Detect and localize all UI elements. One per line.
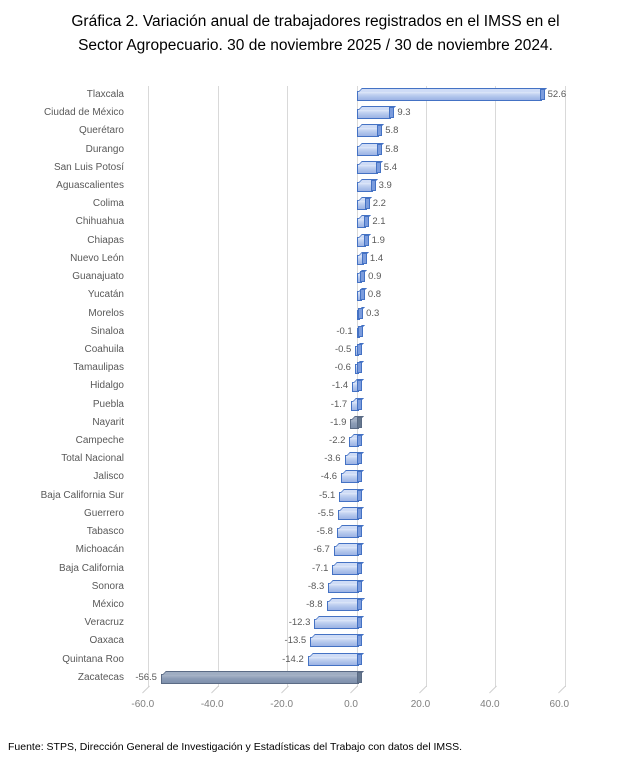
value-label: 5.8 (385, 125, 399, 137)
bar-negative (337, 528, 359, 538)
bar-positive (357, 182, 373, 192)
bar-negative (161, 674, 359, 684)
gridline (148, 86, 149, 687)
bar-negative (327, 601, 360, 611)
category-label: Nayarit (92, 416, 124, 428)
category-label: Chiapas (87, 234, 124, 246)
bar-positive (357, 273, 362, 283)
bar-positive (357, 91, 542, 101)
value-label: -14.2 (282, 653, 304, 665)
x-tick-label: 60.0 (549, 699, 570, 710)
bar-negative (308, 656, 359, 666)
x-tick-label: 40.0 (480, 699, 500, 710)
bar-positive (357, 109, 391, 119)
bar-chart (0, 86, 631, 718)
category-label: Baja California Sur (40, 489, 124, 501)
x-tick-label: -20.0 (270, 699, 294, 710)
bar-positive (357, 255, 364, 265)
bar-negative (345, 455, 359, 465)
bar-negative (339, 492, 359, 502)
value-label: -3.6 (324, 453, 341, 465)
category-label: Querétaro (78, 125, 124, 137)
category-label: Chihuahua (75, 216, 124, 228)
bar-positive (357, 200, 367, 210)
value-label: -7.1 (312, 562, 329, 574)
value-label: -5.5 (317, 507, 334, 519)
category-label: Coahuila (84, 343, 124, 355)
category-label: Campeche (75, 435, 124, 447)
bar-negative (352, 382, 359, 392)
category-label: Durango (85, 143, 124, 155)
x-tick-label: -60.0 (131, 699, 155, 710)
x-tick-label: -40.0 (200, 699, 224, 710)
value-label: -13.5 (284, 635, 307, 647)
bar-negative (338, 510, 359, 520)
value-label: -1.7 (330, 398, 348, 410)
bar-negative (355, 364, 359, 374)
category-label: Nuevo León (70, 252, 124, 264)
bar-positive (357, 237, 366, 247)
category-label: Oaxaca (89, 635, 124, 647)
category-label: Yucatán (87, 289, 124, 301)
value-label: 1.9 (371, 234, 385, 246)
category-label: México (92, 598, 124, 610)
bar-negative (332, 565, 359, 575)
value-label: -4.6 (320, 471, 338, 483)
gridline (495, 86, 496, 687)
value-label: 1.4 (369, 252, 384, 264)
value-label: 3.9 (378, 180, 392, 192)
bar-negative (341, 473, 359, 483)
category-label: San Luis Potosí (53, 161, 124, 173)
value-label: -6.7 (313, 544, 330, 556)
bar-negative (350, 419, 359, 429)
value-label: 9.3 (397, 107, 411, 119)
category-label: Tlaxcala (86, 89, 124, 100)
category-label: Puebla (92, 398, 124, 410)
value-label: 0.8 (367, 289, 382, 301)
category-label: Quintana Roo (62, 653, 124, 665)
value-label: -0.5 (334, 343, 352, 355)
category-label: Morelos (88, 307, 124, 319)
category-label: Jalisco (93, 471, 124, 483)
value-label: 2.2 (372, 198, 386, 210)
chart-title (0, 10, 631, 58)
value-label: 0.3 (366, 307, 380, 319)
bar-negative (351, 401, 359, 411)
value-label: -5.1 (318, 489, 336, 501)
plot-area (128, 86, 600, 687)
value-label: -1.9 (330, 416, 347, 428)
value-label: 52.6 (547, 89, 567, 100)
category-label: Aguascalientes (56, 180, 124, 192)
category-label: Michoacán (75, 544, 124, 556)
chart-title-line2: Sector Agropecuario. 30 de noviembre 2025 / 30 de noviembre 2024. (78, 37, 553, 54)
bar-positive (357, 218, 366, 228)
category-label: Zacatecas (77, 671, 124, 683)
value-label: -5.8 (316, 526, 333, 538)
bar-positive (357, 291, 362, 301)
value-label: 0.9 (368, 271, 382, 283)
bar-negative (355, 346, 359, 356)
value-label: -56.5 (135, 671, 157, 683)
value-label: -1.4 (331, 380, 349, 392)
value-label: -2.2 (329, 435, 346, 447)
chart-title-line1: Gráfica 2. Variación anual de trabajadores registrados en el IMSS en el (71, 13, 560, 30)
value-label: -8.8 (306, 598, 323, 610)
value-label: 5.4 (383, 161, 398, 173)
gridline (426, 86, 427, 687)
category-label: Sinaloa (90, 325, 124, 337)
x-tick-label: 20.0 (410, 699, 431, 710)
category-label: Ciudad de México (43, 107, 124, 119)
gridline (218, 86, 219, 687)
source-note: Fuente: STPS, Dirección General de Investigación y Estadísticas del Trabajo con datos del IMSS. (8, 741, 463, 753)
category-label: Veracruz (84, 617, 124, 629)
category-label: Tamaulipas (73, 362, 124, 374)
value-label: -8.3 (307, 580, 325, 592)
bar-positive (357, 146, 379, 156)
category-label: Guerrero (83, 507, 124, 519)
value-label: -0.1 (336, 325, 353, 337)
value-label: -12.3 (288, 617, 311, 629)
bar-positive (357, 310, 360, 320)
bar-negative (357, 328, 360, 338)
bar-negative (349, 437, 359, 447)
category-label: Total Nacional (61, 453, 124, 465)
category-label: Guanajuato (72, 271, 124, 283)
gridline (565, 86, 566, 687)
value-label: 2.1 (372, 216, 386, 228)
bar-negative (328, 583, 359, 593)
bar-positive (357, 164, 378, 174)
bar-negative (310, 637, 359, 647)
value-label: 5.8 (385, 143, 399, 155)
value-label: -0.6 (334, 362, 351, 374)
bar-negative (334, 546, 359, 556)
category-label: Colima (92, 198, 124, 210)
bar-negative (314, 619, 359, 629)
category-label: Hidalgo (90, 380, 124, 392)
category-label: Tabasco (86, 526, 124, 538)
x-tick-label: 0.0 (344, 699, 358, 710)
gridline (287, 86, 288, 687)
bar-positive (357, 127, 379, 137)
category-label: Baja California (58, 562, 124, 574)
category-label: Sonora (91, 580, 124, 592)
